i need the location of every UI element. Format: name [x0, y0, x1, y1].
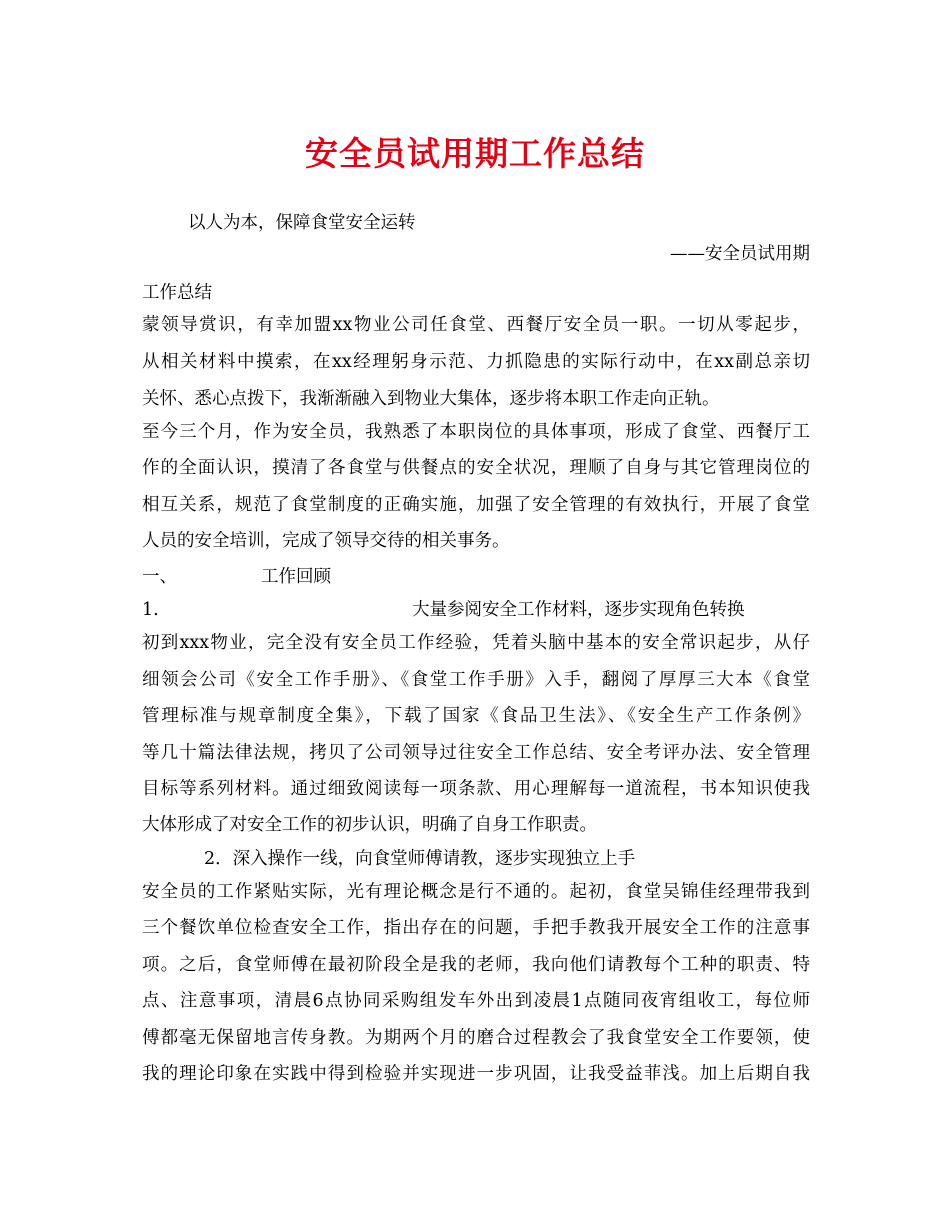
- paragraph-line: 傅都毫无保留地言传身教。为期两个月的磨合过程教会了我食堂安全工作要领，使: [142, 1028, 810, 1048]
- item-heading: 大量参阅安全工作材料，逐步实现角色转换: [412, 600, 745, 620]
- paragraph-line: 细领会公司《安全工作手册》、《食堂工作手册》入手，翻阅了厚厚三大本《食堂: [142, 670, 810, 690]
- item-heading: 2．深入操作一线，向食堂师傅请教，逐步实现独立上手: [204, 849, 636, 869]
- paragraph-line: 人员的安全培训，完成了领导交待的相关事务。: [142, 531, 510, 551]
- paragraph-line: 蒙领导赏识，有幸加盟xx物业公司任食堂、西餐厅安全员一职。一切从零起步，: [142, 315, 810, 335]
- paragraph-line: 目标等系列材料。通过细致阅读每一项条款、用心理解每一道流程，书本知识使我: [142, 779, 810, 799]
- paragraph-line: 从相关材料中摸索，在xx经理躬身示范、力抓隐患的实际行动中，在xx副总亲切: [142, 352, 810, 372]
- paragraph-line: 三个餐饮单位检查安全工作，指出存在的问题，手把手教我开展安全工作的注意事: [142, 918, 810, 938]
- paragraph-line: 相互关系，规范了食堂制度的正确实施，加强了安全管理的有效执行，开展了食堂: [142, 495, 810, 515]
- paragraph-line: 至今三个月，作为安全员，我熟悉了本职岗位的具体事项，形成了食堂、西餐厅工: [142, 422, 810, 442]
- paragraph-line: 等几十篇法律法规，拷贝了公司领导过往安全工作总结、安全考评办法、安全管理: [142, 743, 810, 763]
- item-number: 1.: [142, 600, 159, 620]
- paragraph-line: 点、注意事项，清晨6点协同采购组发车外出到凌晨1点随同夜宵组收工，每位师: [142, 991, 810, 1011]
- document-title: 安全员试用期工作总结: [305, 134, 645, 173]
- paragraph-line: 管理标准与规章制度全集》，下载了国家《食品卫生法》、《安全生产工作条例》: [142, 706, 810, 726]
- paragraph-line: 初到xxx物业，完全没有安全员工作经验，凭着头脑中基本的安全常识起步，从仔: [142, 633, 810, 653]
- paragraph-line: 我的理论印象在实践中得到检验并实现进一步巩固，让我受益菲浅。加上后期自我: [142, 1064, 810, 1084]
- byline: ——安全员试用期: [670, 244, 810, 264]
- section-heading: 工作回顾: [261, 567, 331, 587]
- paragraph-line: 关怀、悉心点拨下，我渐渐融入到物业大集体，逐步将本职工作走向正轨。: [142, 389, 720, 409]
- byline-continuation: 工作总结: [142, 283, 212, 303]
- paragraph-line: 项。之后，食堂师傅在最初阶段全是我的老师，我向他们请教每个工种的职责、特: [142, 955, 810, 975]
- section-number: 一、: [142, 567, 177, 587]
- paragraph-line: 大体形成了对安全工作的初步认识，明确了自身工作职责。: [142, 815, 597, 835]
- paragraph-line: 安全员的工作紧贴实际，光有理论概念是行不通的。起初，食堂吴锦佳经理带我到: [142, 882, 810, 902]
- subtitle: 以人为本，保障食堂安全运转: [188, 213, 416, 233]
- paragraph-line: 作的全面认识，摸清了各食堂与供餐点的安全状况，理顺了自身与其它管理岗位的: [142, 458, 810, 478]
